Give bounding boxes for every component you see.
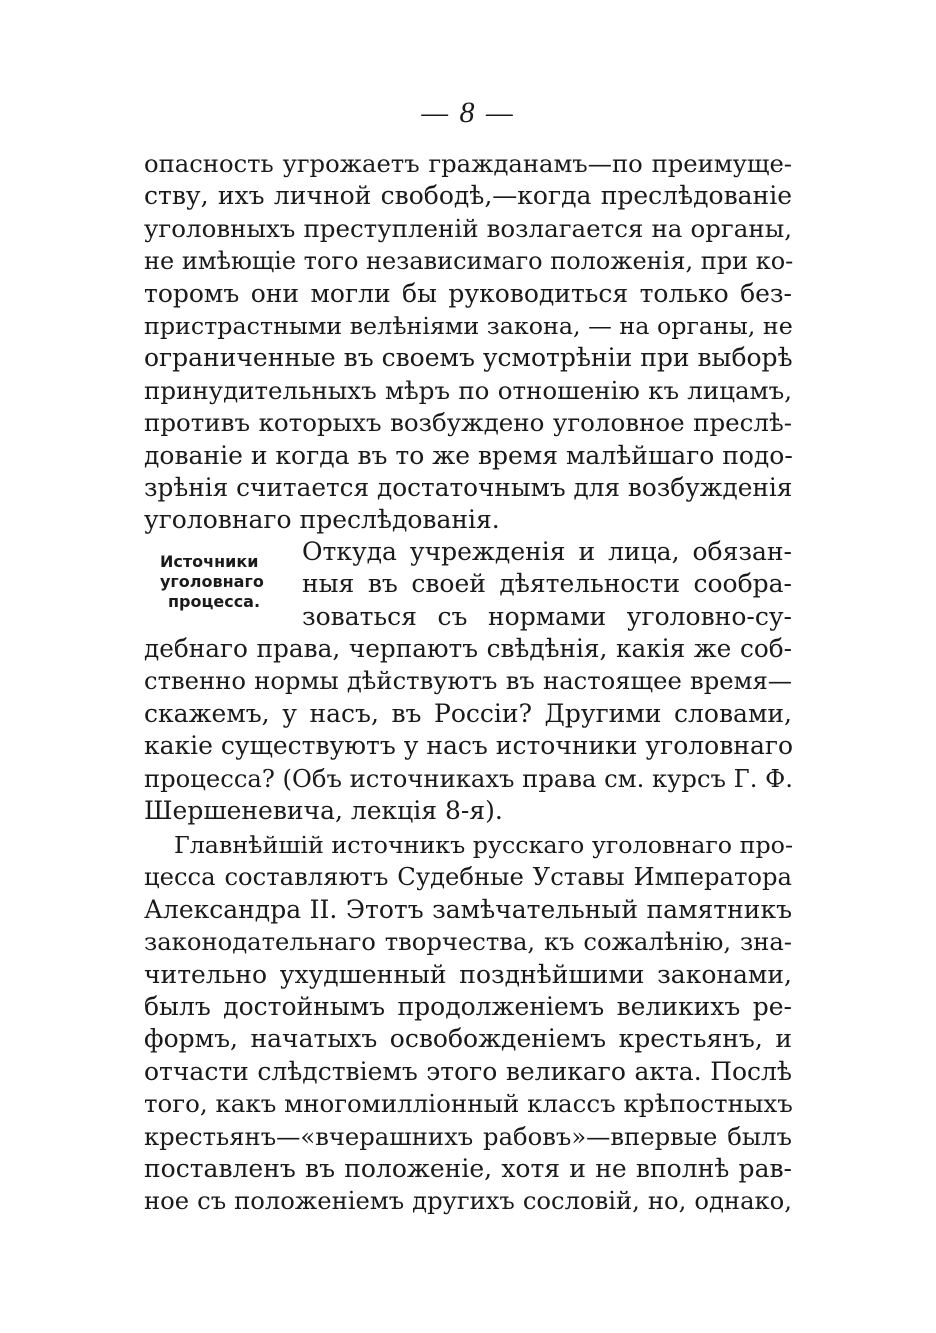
margin-note-line: процесса. [168,592,261,611]
text-line: пристрастными велѣніями закона, — на органы, не [144,311,793,340]
text-line: зрѣнія считается достаточнымъ для возбужденія [144,472,793,502]
paragraph-3 [144,829,792,1218]
text-line: уголовнаго преслѣдованія. [144,505,500,535]
text-line: крестьянъ—«вчерашнихъ рабовъ»—впервые былъ [144,1121,792,1151]
text-line: ственно нормы дѣйствуютъ въ настоящее время— [144,666,792,696]
paragraph-2-narrow [302,536,792,633]
text-line: формъ, начатыхъ освобожденіемъ крестьянъ, и [144,1024,792,1054]
paragraph-1 [144,148,792,537]
margin-note [160,552,282,612]
text-line: былъ достойнымъ продолженіемъ великихъ ре- [144,991,792,1021]
text-line: дованіе и когда въ то же время малѣйшаго подо- [144,440,793,470]
text-line: того, какъ многомилліонный классъ крѣпостныхъ [144,1089,793,1119]
text-line: противъ которыхъ возбуждено уголовное преслѣ- [144,408,792,438]
text-line: Главнѣйшій источникъ русскаго уголовнаго про- [174,831,793,859]
paragraph-2 [144,633,792,827]
text-line: цесса составляютъ Судебные Уставы Императора [144,862,792,892]
text-line: принудительныхъ мѣръ по отношенію къ лицамъ, [144,375,792,405]
text-line: Александра II. Этотъ замѣчательный памятникъ [144,894,792,924]
text-line: поставленъ въ положеніе, хотя и не вполнѣ рав- [144,1153,792,1183]
text-line: уголовныхъ преступленій возлагается на органы, [144,213,792,243]
text-line: Откуда учрежденія и лица, обязан- [302,537,792,566]
text-line: не имѣющіе того независимаго положенія, при ко- [144,247,794,276]
text-line: процесса? (Объ источникахъ права см. курсъ Г. Ф. [144,763,793,793]
text-line: скажемъ, у насъ, въ Россіи? Другими словами, [144,698,792,728]
text-line: ству, ихъ личной свободѣ,—когда преслѣдованіе [144,181,792,211]
text-line: какіе существуютъ у насъ источники уголовнаго [144,731,793,761]
margin-note-line: Источники [160,552,259,571]
text-line: ное съ положеніемъ другихъ сословій, но, однако, [144,1186,792,1216]
text-line: отчасти слѣдствіемъ этого великаго акта. Послѣ [144,1056,792,1086]
margin-note-line: уголовнаго [160,572,264,591]
text-line: Шершеневича, лекція 8-я). [144,795,503,825]
text-line: чительно ухудшенный позднѣйшими законами, [144,959,792,989]
text-line: дебнаго права, черпаютъ свѣдѣнія, какія же соб- [144,634,792,663]
page-number: — 8 — [421,96,515,129]
text-line: торомъ они могли бы руководиться только без- [144,278,792,308]
text-line: ограниченные въ своемъ усмотрѣніи при выборѣ [144,343,793,373]
text-line: зоваться съ нормами уголовно-су- [302,601,792,631]
text-line: ныя въ своей дѣятельности сообра- [302,569,792,599]
text-line: опасность угрожаетъ гражданамъ—по преимуще- [144,149,792,178]
text-line: законодательнаго творчества, къ сожалѣнію, зна- [144,927,792,957]
